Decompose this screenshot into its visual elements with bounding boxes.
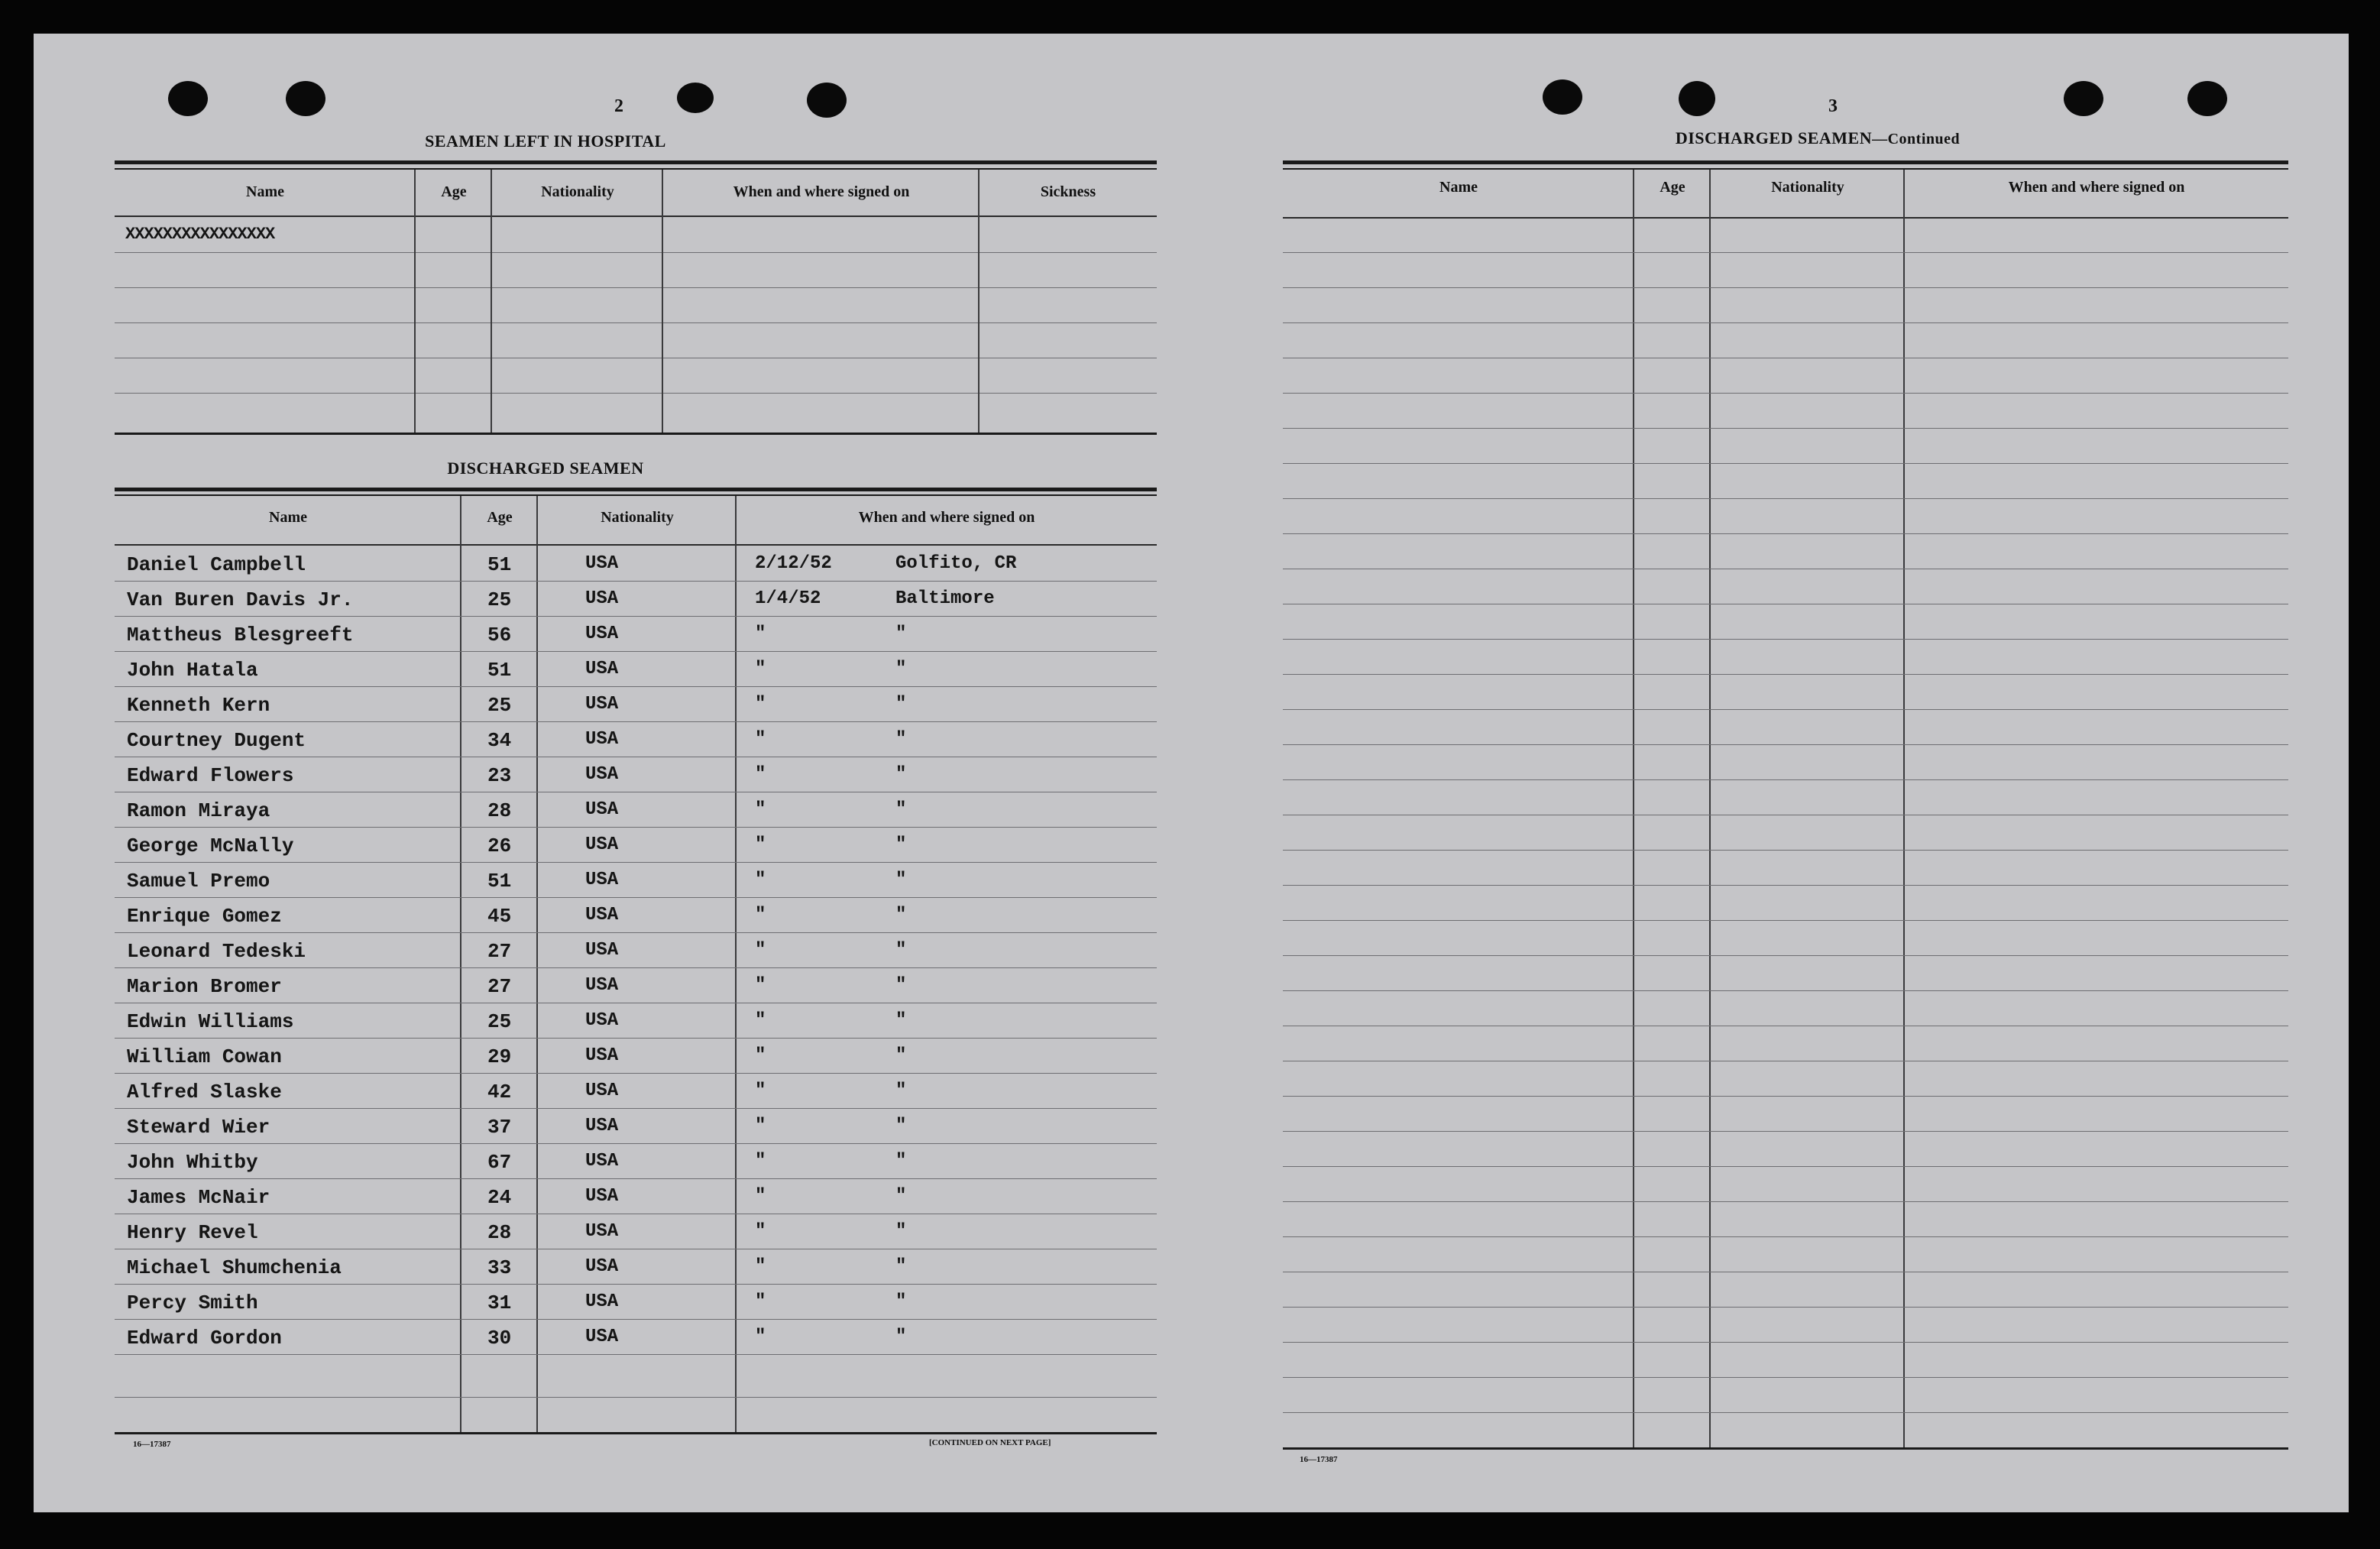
row-place: Baltimore: [895, 588, 995, 609]
row-age: 28: [487, 799, 512, 822]
continued-col-signed-on: When and where signed on: [2008, 179, 2185, 196]
row-name: Michael Shumchenia: [127, 1256, 342, 1279]
row-place: ": [895, 659, 907, 679]
row-date: ": [755, 1221, 766, 1242]
continued-title-suffix: —Continued: [1872, 131, 1961, 147]
row-date: ": [755, 764, 766, 785]
discharged-col-nationality: Nationality: [601, 509, 674, 526]
row-place: ": [895, 1010, 907, 1031]
punch-hole: [168, 81, 208, 116]
row-age: 28: [487, 1221, 512, 1244]
row-nationality: USA: [585, 870, 619, 890]
row-age: 42: [487, 1081, 512, 1103]
row-nationality: USA: [585, 940, 619, 961]
punch-hole: [286, 81, 325, 116]
row-place: ": [895, 624, 907, 644]
row-place: ": [895, 975, 907, 996]
row-nationality: USA: [585, 1081, 619, 1101]
row-place: ": [895, 1045, 907, 1066]
hospital-section-title: SEAMEN LEFT IN HOSPITAL: [425, 131, 666, 151]
continued-title-main: DISCHARGED SEAMEN: [1675, 128, 1873, 147]
row-nationality: USA: [585, 553, 619, 574]
row-nationality: USA: [585, 659, 619, 679]
hospital-col-name: Name: [246, 183, 284, 200]
row-age: 29: [487, 1045, 512, 1068]
row-age: 26: [487, 834, 512, 857]
row-nationality: USA: [585, 975, 619, 996]
row-age: 51: [487, 553, 512, 576]
row-nationality: USA: [585, 1045, 619, 1066]
punch-hole: [2187, 81, 2227, 116]
row-nationality: USA: [585, 1291, 619, 1312]
row-nationality: USA: [585, 624, 619, 644]
right-page: [1191, 34, 2349, 1512]
row-name: Henry Revel: [127, 1221, 258, 1244]
row-date: ": [755, 1186, 766, 1207]
row-nationality: USA: [585, 1010, 619, 1031]
row-date: ": [755, 624, 766, 644]
row-place: ": [895, 764, 907, 785]
row-age: 67: [487, 1151, 512, 1174]
row-name: Enrique Gomez: [127, 905, 282, 928]
row-date: ": [755, 940, 766, 961]
row-date: ": [755, 1327, 766, 1347]
hospital-col-signed-on: When and where signed on: [733, 183, 910, 200]
row-nationality: USA: [585, 905, 619, 925]
row-date: ": [755, 799, 766, 820]
punch-hole: [807, 83, 847, 118]
row-nationality: USA: [585, 588, 619, 609]
row-date: ": [755, 1291, 766, 1312]
row-date: ": [755, 1045, 766, 1066]
punch-hole: [1679, 81, 1715, 116]
row-age: 30: [487, 1327, 512, 1350]
punch-hole: [1543, 79, 1582, 115]
row-place: ": [895, 834, 907, 855]
row-nationality: USA: [585, 729, 619, 750]
continued-col-nationality: Nationality: [1771, 179, 1844, 196]
row-date: ": [755, 975, 766, 996]
row-age: 37: [487, 1116, 512, 1139]
row-nationality: USA: [585, 1116, 619, 1136]
row-date: ": [755, 1081, 766, 1101]
row-nationality: USA: [585, 799, 619, 820]
continued-col-age: Age: [1660, 179, 1685, 196]
row-name: Daniel Campbell: [127, 553, 306, 576]
punch-hole: [677, 83, 714, 113]
page-number: 3: [1828, 96, 1838, 116]
discharged-col-name: Name: [269, 509, 307, 526]
row-name: Van Buren Davis Jr.: [127, 588, 354, 611]
row-nationality: USA: [585, 1221, 619, 1242]
row-place: ": [895, 905, 907, 925]
discharged-col-signed-on: When and where signed on: [858, 509, 1035, 526]
row-nationality: USA: [585, 1256, 619, 1277]
document-sheet: [34, 34, 2349, 1512]
row-age: 33: [487, 1256, 512, 1279]
hospital-col-age: Age: [441, 183, 467, 200]
row-name: Ramon Miraya: [127, 799, 270, 822]
row-date: ": [755, 694, 766, 715]
continued-note: [CONTINUED ON NEXT PAGE]: [929, 1438, 1051, 1447]
row-place: Golfito, CR: [895, 553, 1017, 574]
row-date: ": [755, 834, 766, 855]
row-name: John Whitby: [127, 1151, 258, 1174]
continued-col-name: Name: [1439, 179, 1478, 196]
row-date: ": [755, 659, 766, 679]
row-place: ": [895, 1327, 907, 1347]
row-date: ": [755, 1010, 766, 1031]
row-name: Samuel Premo: [127, 870, 270, 893]
left-page: [34, 34, 1191, 1512]
row-nationality: USA: [585, 834, 619, 855]
row-name: Mattheus Blesgreeft: [127, 624, 354, 646]
row-date: ": [755, 870, 766, 890]
row-name: Marion Bromer: [127, 975, 282, 998]
row-place: ": [895, 729, 907, 750]
row-name: George McNally: [127, 834, 294, 857]
row-name: Leonard Tedeski: [127, 940, 306, 963]
row-age: 34: [487, 729, 512, 752]
row-name: Steward Wier: [127, 1116, 270, 1139]
row-age: 31: [487, 1291, 512, 1314]
page-number: 2: [614, 96, 623, 116]
row-place: ": [895, 870, 907, 890]
row-name: Edwin Williams: [127, 1010, 294, 1033]
row-nationality: USA: [585, 1186, 619, 1207]
row-date: 2/12/52: [755, 553, 832, 574]
row-date: ": [755, 1151, 766, 1171]
row-name: Percy Smith: [127, 1291, 258, 1314]
row-place: ": [895, 1186, 907, 1207]
row-age: 25: [487, 588, 512, 611]
row-name: William Cowan: [127, 1045, 282, 1068]
row-date: ": [755, 1116, 766, 1136]
row-place: ": [895, 1256, 907, 1277]
row-place: ": [895, 1291, 907, 1312]
row-place: ": [895, 1221, 907, 1242]
row-place: ": [895, 799, 907, 820]
row-nationality: USA: [585, 1151, 619, 1171]
row-age: 25: [487, 1010, 512, 1033]
row-date: ": [755, 905, 766, 925]
row-date: ": [755, 1256, 766, 1277]
row-age: 45: [487, 905, 512, 928]
row-place: ": [895, 694, 907, 715]
row-age: 51: [487, 870, 512, 893]
row-nationality: USA: [585, 1327, 619, 1347]
form-code: 16—17387: [133, 1440, 171, 1449]
discharged-section-title: DISCHARGED SEAMEN: [447, 459, 644, 478]
row-place: ": [895, 940, 907, 961]
row-nationality: USA: [585, 764, 619, 785]
row-date: 1/4/52: [755, 588, 821, 609]
hospital-col-sickness: Sickness: [1040, 183, 1096, 200]
discharged-col-age: Age: [487, 509, 513, 526]
row-age: 51: [487, 659, 512, 682]
row-name: John Hatala: [127, 659, 258, 682]
row-name: Alfred Slaske: [127, 1081, 282, 1103]
form-code: 16—17387: [1300, 1455, 1338, 1464]
continued-section-title: [1619, 128, 2016, 148]
hospital-entry-struck: XXXXXXXXXXXXXXXX: [125, 225, 275, 244]
row-age: 27: [487, 975, 512, 998]
punch-hole: [2064, 81, 2103, 116]
row-age: 56: [487, 624, 512, 646]
row-age: 23: [487, 764, 512, 787]
row-name: James McNair: [127, 1186, 270, 1209]
row-place: ": [895, 1081, 907, 1101]
row-date: ": [755, 729, 766, 750]
row-name: Edward Flowers: [127, 764, 294, 787]
row-place: ": [895, 1151, 907, 1171]
row-age: 25: [487, 694, 512, 717]
row-place: ": [895, 1116, 907, 1136]
row-nationality: USA: [585, 694, 619, 715]
row-age: 24: [487, 1186, 512, 1209]
row-name: Courtney Dugent: [127, 729, 306, 752]
row-name: Edward Gordon: [127, 1327, 282, 1350]
row-name: Kenneth Kern: [127, 694, 270, 717]
row-age: 27: [487, 940, 512, 963]
hospital-col-nationality: Nationality: [541, 183, 614, 200]
